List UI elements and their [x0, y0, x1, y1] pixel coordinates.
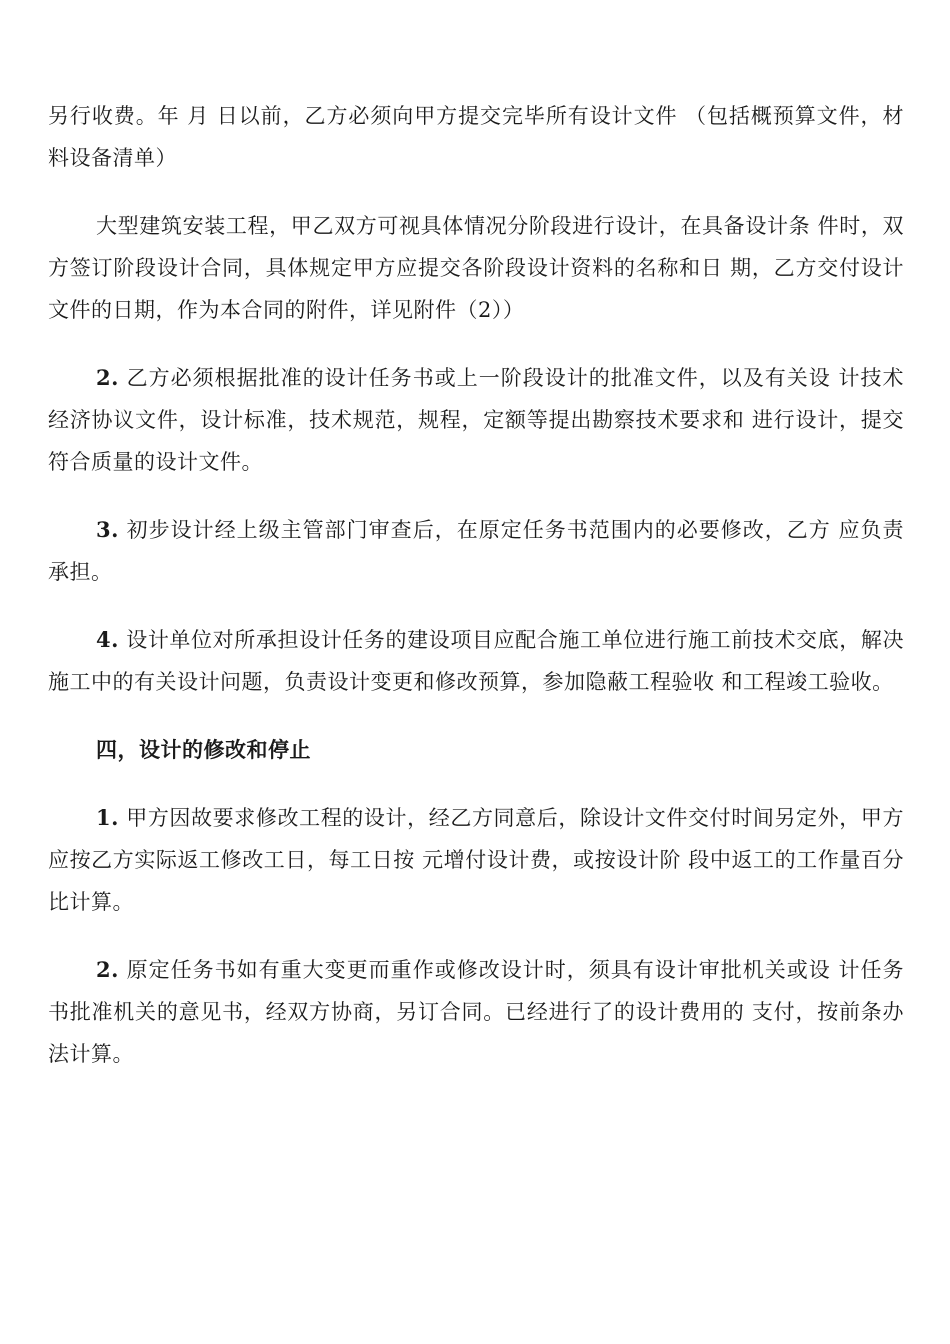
clause-2-major-change: [48, 949, 904, 1075]
document-page: [48, 95, 904, 1101]
clause-3-preliminary-design: [48, 509, 904, 593]
paragraph-large-projects: [48, 205, 904, 331]
heading-text: 四，设计的修改和停止: [96, 737, 311, 762]
paragraph-text: 原定任务书如有重大变更而重作或修改设计时，须具有设计审批机关或设 计任务书批准机关的意见书，经双方协商，另订合同。已经进行了的设计费用的 支付，按前条办法计算。: [48, 958, 904, 1066]
clause-number: 4.: [96, 627, 119, 652]
section-heading-modification: [48, 729, 904, 771]
paragraph-design-deadline: [48, 95, 904, 179]
clause-number: 2.: [96, 365, 119, 390]
paragraph-text: 乙方必须根据批准的设计任务书或上一阶段设计的批准文件，以及有关设 计技术经济协议文件，设计标准，技术规范，规程，定额等提出勘察技术要求和 进行设计，提交符合质量的设计文件。: [48, 366, 904, 474]
paragraph-text: 大型建筑安装工程，甲乙双方可视具体情况分阶段进行设计，在具备设计条 件时，双方签订阶段设计合同，具体规定甲方应提交各阶段设计资料的名称和日 期，乙方交付设计文件的日期，作为本合同的附件，详见附件（2））: [48, 214, 904, 322]
clause-4-construction-support: [48, 619, 904, 703]
paragraph-text: 设计单位对所承担设计任务的建设项目应配合施工单位进行施工前技术交底，解决施工中的有关设计问题，负责设计变更和修改预算，参加隐蔽工程验收 和工程竣工验收。: [48, 628, 904, 694]
paragraph-text: 甲方因故要求修改工程的设计，经乙方同意后，除设计文件交付时间另定外，甲方应按乙方实际返工修改工日，每工日按 元增付设计费，或按设计阶 段中返工的工作量百分比计算。: [48, 806, 904, 914]
clause-number: 2.: [96, 957, 119, 982]
clause-number: 1.: [96, 805, 119, 830]
paragraph-text: 初步设计经上级主管部门审查后，在原定任务书范围内的必要修改，乙方 应负责承担。: [48, 518, 904, 584]
clause-2-design-basis: [48, 357, 904, 483]
clause-1-client-modification: [48, 797, 904, 923]
clause-number: 3.: [96, 517, 119, 542]
paragraph-text: 另行收费。年 月 日以前，乙方必须向甲方提交完毕所有设计文件 （包括概预算文件，材料设备清单）: [48, 104, 904, 170]
